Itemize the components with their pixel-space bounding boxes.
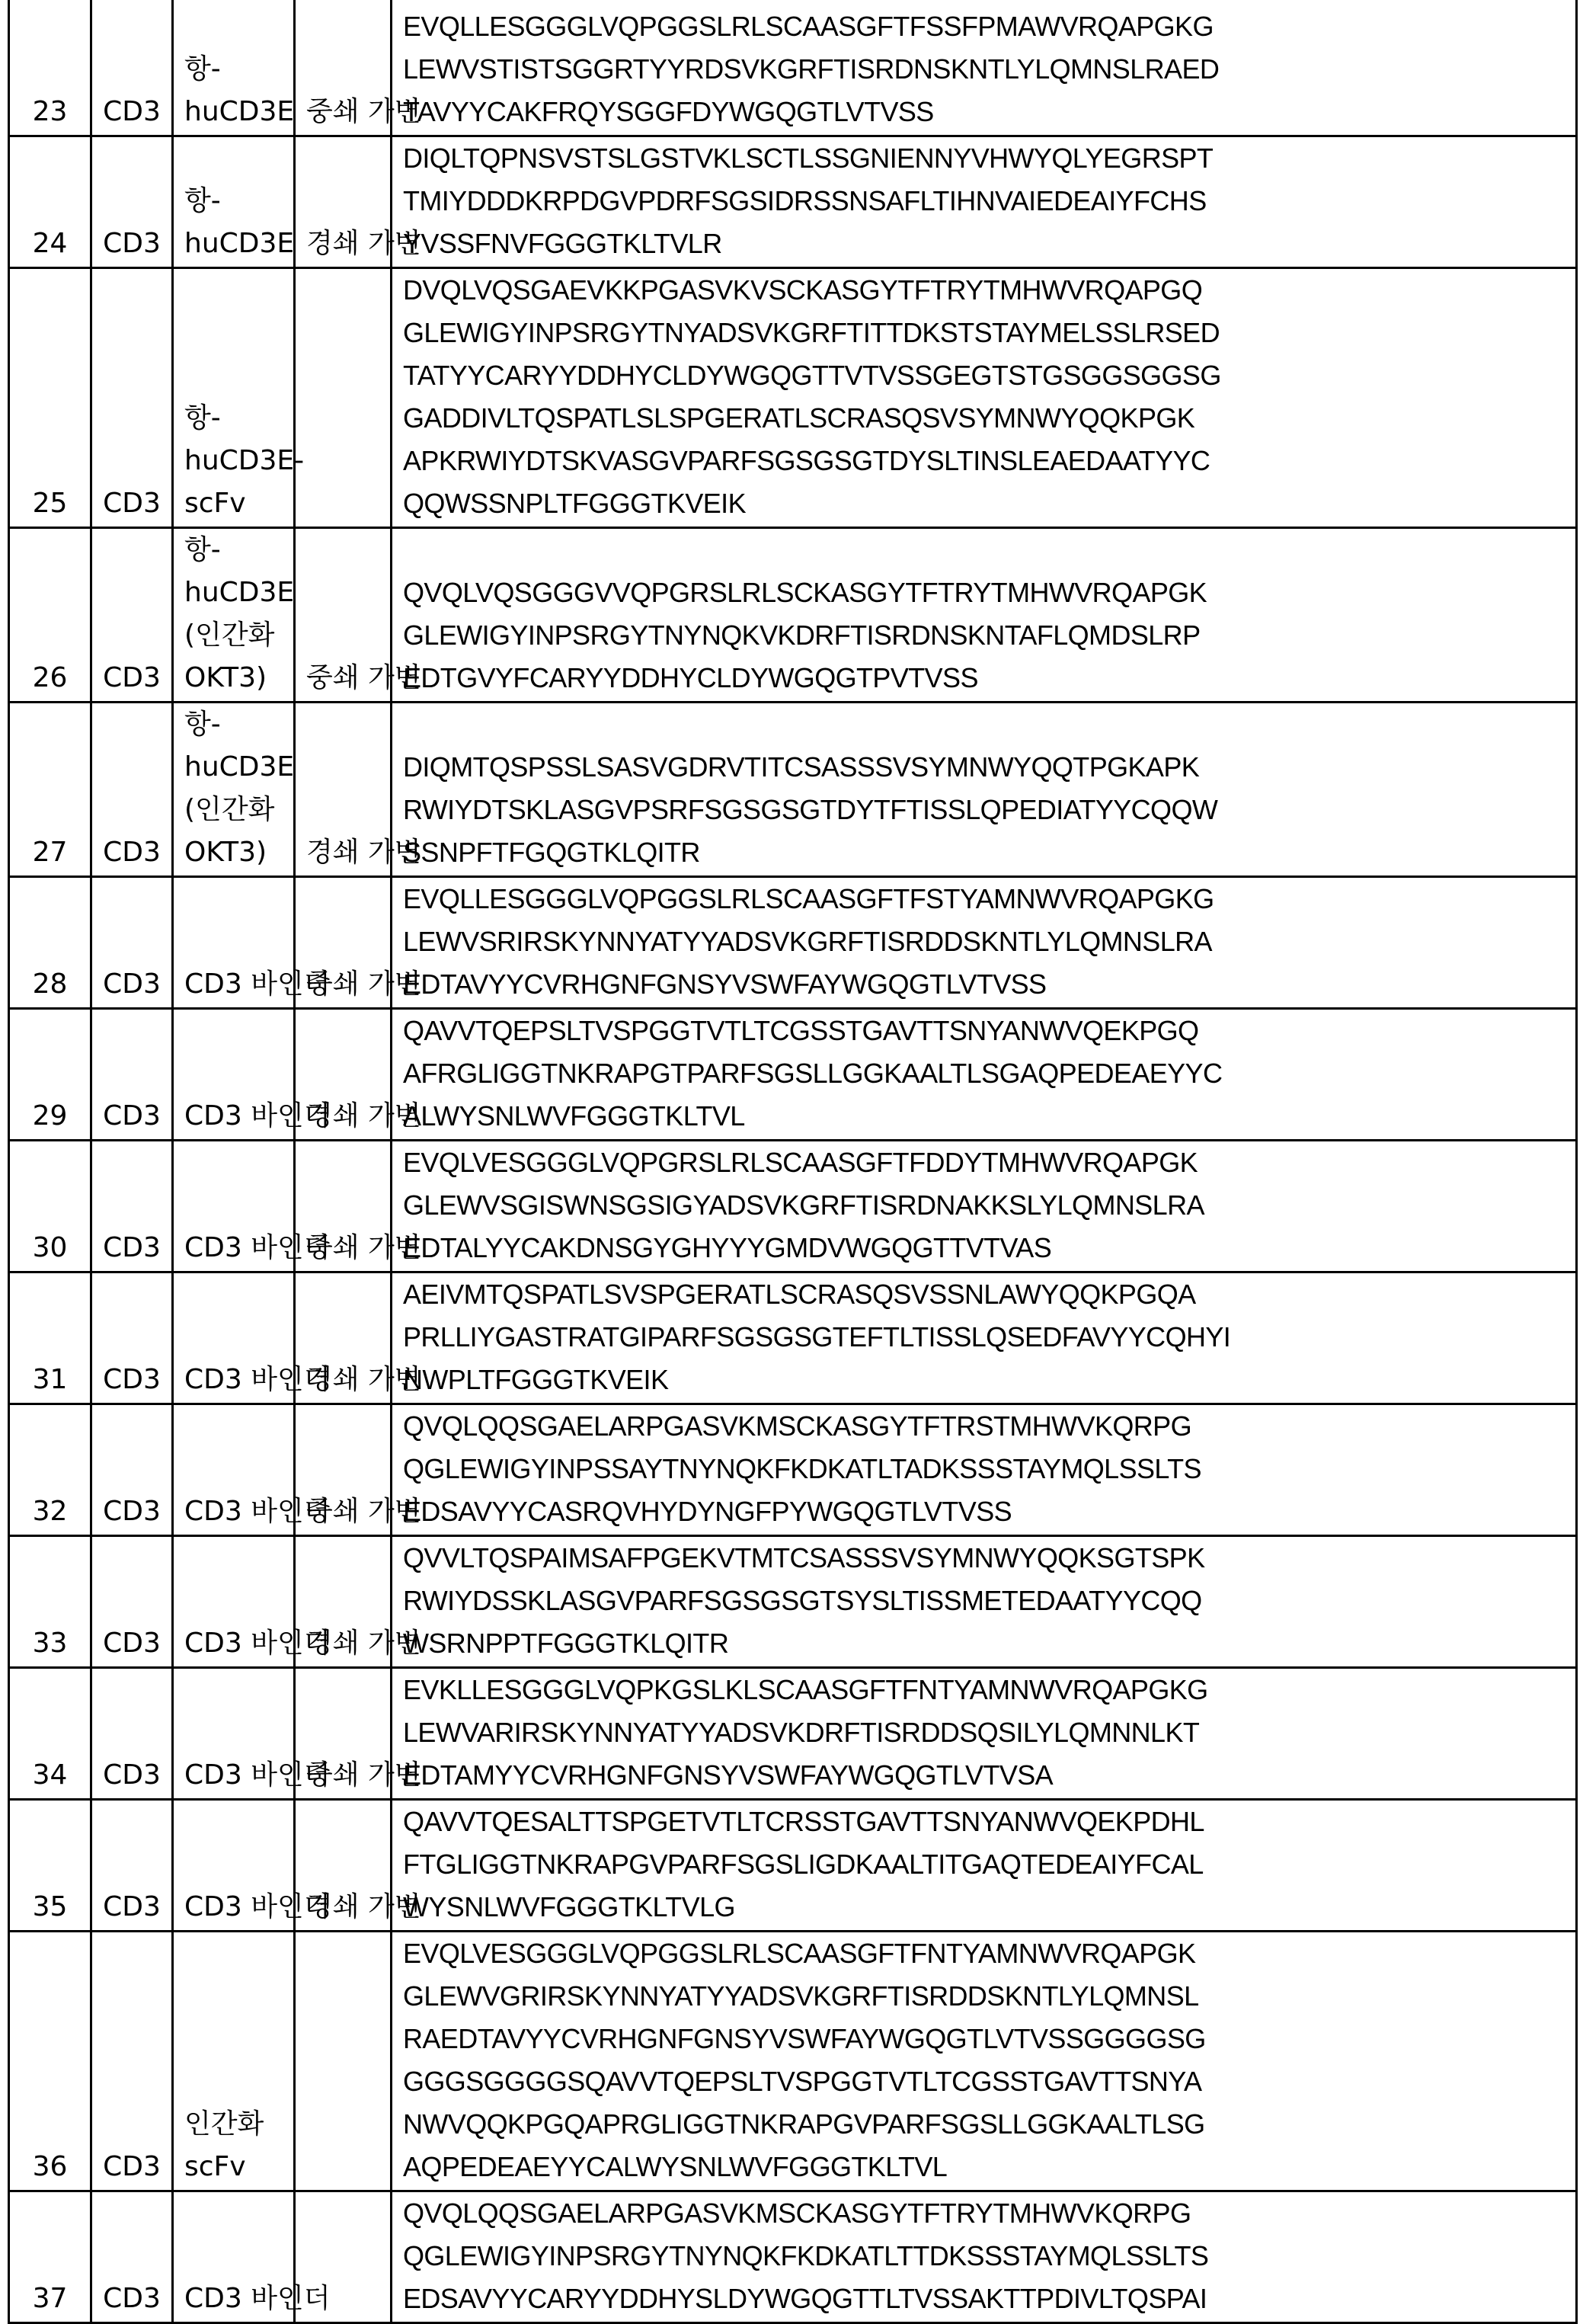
sequence-cell bbox=[392, 1272, 1577, 1404]
sequence-line: LEWVSTISTSGGRTYYRDSVKGRFTISRDNSKNTLYLQMNSLRAED bbox=[403, 53, 1220, 85]
description-cell bbox=[173, 1272, 331, 1404]
sequence-cell bbox=[392, 136, 1577, 267]
sequence-line: AEIVMTQSPATLSVSPGERATLSCRASQSVSSNLAWYQQKPGQA bbox=[403, 1278, 1196, 1310]
chain-type-cell: 중쇄 가변 bbox=[295, 0, 392, 136]
description-cell bbox=[173, 527, 295, 702]
table-row bbox=[9, 1140, 1577, 1272]
sequence-cell bbox=[392, 1404, 1577, 1535]
description-line: 항- bbox=[184, 53, 221, 85]
sequence-line: EDTALYYCAKDNSGYGHYYYGMDVWGQGTTVTVAS bbox=[403, 1231, 1052, 1263]
sequence-line: QAVVTQESALTTSPGETVTLTCRSSTGAVTTSNYANWVQEKPDHL bbox=[403, 1805, 1204, 1837]
chain-type-cell: 경쇄 가변 bbox=[295, 1799, 392, 1931]
sequence-line: QAVVTQEPSLTVSPGGTVTLTCGSSTGAVTTSNYANWVQEKPGQ bbox=[403, 1014, 1199, 1046]
target-cell: CD3 bbox=[91, 1667, 173, 1799]
description-line: CD3 바인더 bbox=[184, 1890, 331, 1922]
description-line: CD3 바인더 bbox=[184, 968, 331, 1000]
sequence-line: AFRGLIGGTNKRAPGTPARFSGSLLGGKAALTLSGAQPEDEAEYYC bbox=[403, 1057, 1223, 1089]
sequence-line: DIQMTQSPSSLSASVGDRVTITCSASSSVSYMNWYQQTPGKAPK bbox=[403, 751, 1200, 783]
description-line: (인간화 bbox=[184, 793, 275, 825]
chain-type-cell: 경쇄 가변 bbox=[295, 702, 392, 876]
target-cell: CD3 bbox=[91, 876, 173, 1008]
sequence-line: FTGLIGGTNKRAPGVPARFSGSLIGDKAALTITGAQTEDEAIYFCAL bbox=[403, 1848, 1204, 1880]
table-row bbox=[9, 702, 1577, 876]
sequence-line: LEWVSRIRSKYNNYATYYADSVKGRFTISRDDSKNTLYLQMNSLRA bbox=[403, 925, 1212, 957]
table-row bbox=[9, 1404, 1577, 1535]
chain-type-cell: 중쇄 가변 bbox=[295, 527, 392, 702]
chain-type-cell: 경쇄 가변 bbox=[295, 1272, 392, 1404]
seq-id-cell: 30 bbox=[9, 1140, 91, 1272]
sequence-cell bbox=[392, 1535, 1577, 1667]
table-row bbox=[9, 1008, 1577, 1140]
seq-id-cell: 26 bbox=[9, 527, 91, 702]
description-cell bbox=[173, 1667, 331, 1799]
sequence-line: TAVYYCAKFRQYSGGFDYWGQGTLVTVSS bbox=[403, 95, 934, 127]
sequence-line: DIQLTQPNSVSTSLGSTVKLSCTLSSGNIENNYVHWYQLYEGRSPT bbox=[403, 142, 1214, 174]
sequence-cell bbox=[392, 0, 1577, 136]
sequence-line: GLEWIGYINPSRGYTNYNQKVKDRFTISRDNSKNTAFLQMDSLRP bbox=[403, 619, 1201, 651]
description-cell bbox=[173, 1008, 331, 1140]
description-cell bbox=[173, 1535, 331, 1667]
seq-id-cell: 25 bbox=[9, 267, 91, 527]
chain-type-cell: 경쇄 가변 bbox=[295, 136, 392, 267]
sequence-line: NWVQQKPGQAPRGLIGGTNKRAPGVPARFSGSLLGGKAALTLSG bbox=[403, 2108, 1205, 2140]
sequence-line: APKRWIYDTSKVASGVPARFSGSGSGTDYSLTINSLEAEDAATYYC bbox=[403, 444, 1210, 476]
table-row bbox=[9, 1931, 1577, 2191]
description-line: 항- bbox=[184, 402, 221, 434]
description-line: huCD3E bbox=[184, 95, 295, 127]
seq-id-cell: 36 bbox=[9, 1931, 91, 2191]
sequence-line: RWIYDTSKLASGVPSRFSGSGSGTDYTFTISSLQPEDIATYYCQQW bbox=[403, 793, 1218, 825]
chain-type-cell: 중쇄 가변 bbox=[295, 1140, 392, 1272]
target-cell: CD3 bbox=[91, 1140, 173, 1272]
sequence-line: QGLEWIGYINPSRGYTNYNQKFKDKATLTTDKSSSTAYMQLSSLTS bbox=[403, 2239, 1209, 2271]
target-cell: CD3 bbox=[91, 1404, 173, 1535]
sequence-line: QVQLQQSGAELARPGASVKMSCKASGYTFTRSTMHWVKQRPG bbox=[403, 1410, 1191, 1442]
sequence-line: EVQLVESGGGLVQPGRSLRLSCAASGFTFDDYTMHWVRQAPGK bbox=[403, 1146, 1198, 1178]
description-line: CD3 바인더 bbox=[184, 1759, 331, 1791]
sequence-cell bbox=[392, 1140, 1577, 1272]
target-cell: CD3 bbox=[91, 1799, 173, 1931]
description-line: scFv bbox=[184, 487, 246, 519]
description-cell bbox=[173, 702, 295, 876]
seq-id-cell: 31 bbox=[9, 1272, 91, 1404]
chain-type-cell: 중쇄 가변 bbox=[295, 1667, 392, 1799]
table-row bbox=[9, 876, 1577, 1008]
description-cell bbox=[173, 1799, 331, 1931]
description-line: CD3 바인더 bbox=[184, 1627, 331, 1659]
sequence-line: QQWSSNPLTFGGGTKVEIK bbox=[403, 487, 746, 519]
sequence-line: GGGSGGGGSQAVVTQEPSLTVSPGGTVTLTCGSSTGAVTTSNYA bbox=[403, 2065, 1202, 2097]
description-cell bbox=[173, 876, 331, 1008]
sequence-cell bbox=[392, 1667, 1577, 1799]
chain-type-cell bbox=[295, 1931, 392, 2191]
sequence-line: YVSSFNVFGGGTKLTVLR bbox=[403, 227, 722, 259]
table-row bbox=[9, 1667, 1577, 1799]
description-line: CD3 바인더 bbox=[184, 1100, 331, 1132]
sequence-line: TMIYDDDKRPDGVPDRFSGSIDRSSNSAFLTIHNVAIEDEAIYFCHS bbox=[403, 184, 1207, 216]
sequence-cell bbox=[392, 527, 1577, 702]
sequence-cell bbox=[392, 1931, 1577, 2191]
description-line: CD3 바인더 bbox=[184, 1495, 331, 1527]
sequence-line: EDTGVYFCARYYDDHYCLDYWGQGTPVTVSS bbox=[403, 661, 978, 693]
sequence-table bbox=[8, 0, 1578, 2324]
description-cell bbox=[173, 1931, 295, 2191]
description-line: 항- bbox=[184, 184, 221, 216]
target-cell: CD3 bbox=[91, 2191, 173, 2322]
sequence-line: AQPEDEAEYYCALWYSNLWVFGGGTKLTVL bbox=[403, 2150, 948, 2182]
description-cell bbox=[173, 267, 305, 527]
description-cell bbox=[173, 136, 295, 267]
target-cell: CD3 bbox=[91, 702, 173, 876]
description-line: 항- bbox=[184, 533, 221, 565]
sequence-line: QVQLVQSGGGVVQPGRSLRLSCKASGYTFTRYTMHWVRQAPGK bbox=[403, 576, 1207, 608]
sequence-line: EVQLVESGGGLVQPGGSLRLSCAASGFTFNTYAMNWVRQAPGK bbox=[403, 1937, 1196, 1969]
sequence-line: WSRNPPTFGGGTKLQITR bbox=[403, 1627, 729, 1659]
description-line: CD3 바인더 bbox=[184, 1363, 331, 1395]
table-row bbox=[9, 1799, 1577, 1931]
description-line: huCD3E bbox=[184, 751, 295, 783]
sequence-line: QVQLQQSGAELARPGASVKMSCKASGYTFTRYTMHWVKQRPG bbox=[403, 2197, 1191, 2229]
target-cell: CD3 bbox=[91, 1535, 173, 1667]
seq-id-cell: 23 bbox=[9, 0, 91, 136]
description-line: OKT3) bbox=[184, 836, 267, 868]
table-row bbox=[9, 136, 1577, 267]
seq-id-cell: 34 bbox=[9, 1667, 91, 1799]
chain-type-cell: 경쇄 가변 bbox=[295, 1008, 392, 1140]
description-line: scFv bbox=[184, 2150, 246, 2182]
chain-type-cell: 경쇄 가변 bbox=[295, 1535, 392, 1667]
seq-id-cell: 27 bbox=[9, 702, 91, 876]
sequence-cell bbox=[392, 1799, 1577, 1931]
sequence-cell bbox=[392, 702, 1577, 876]
sequence-line: EVKLLESGGGLVQPKGSLKLSCAASGFTFNTYAMNWVRQAPGKG bbox=[403, 1673, 1208, 1705]
seq-id-cell: 29 bbox=[9, 1008, 91, 1140]
seq-id-cell: 33 bbox=[9, 1535, 91, 1667]
seq-id-cell: 28 bbox=[9, 876, 91, 1008]
sequence-line: RWIYDSSKLASGVPARFSGSGSGTSYSLTISSMETEDAATYYCQQ bbox=[403, 1584, 1202, 1616]
sequence-line: PRLLIYGASTRATGIPARFSGSGSGTEFTLTISSLQSEDFAVYYCQHYI bbox=[403, 1320, 1231, 1352]
sequence-line: EDTAMYYCVRHGNFGNSYVSWFAYWGQGTLVTVSA bbox=[403, 1759, 1054, 1791]
table-row bbox=[9, 267, 1577, 527]
description-cell bbox=[173, 2191, 331, 2322]
sequence-line: GADDIVLTQSPATLSLSPGERATLSCRASQSVSYMNWYQQKPGK bbox=[403, 402, 1195, 434]
seq-id-cell: 35 bbox=[9, 1799, 91, 1931]
description-line: 인간화 bbox=[184, 2108, 264, 2140]
sequence-line: EDSAVYYCARYYDDHYSLDYWGQGTTLTVSSAKTTPDIVLTQSPAI bbox=[403, 2282, 1207, 2314]
sequence-cell bbox=[392, 2191, 1577, 2322]
table-row bbox=[9, 1535, 1577, 1667]
sequence-line: SSNPFTFGQGTKLQITR bbox=[403, 836, 700, 868]
sequence-line: EVQLLESGGGLVQPGGSLRLSCAASGFTFSTYAMNWVRQAPGKG bbox=[403, 882, 1214, 914]
description-cell bbox=[173, 1404, 331, 1535]
sequence-line: GLEWVSGISWNSGSIGYADSVKGRFTISRDNAKKSLYLQMNSLRA bbox=[403, 1189, 1204, 1221]
description-cell bbox=[173, 1140, 331, 1272]
sequence-line: WYSNLWVFGGGTKLTVLG bbox=[403, 1890, 735, 1922]
description-line: huCD3E- bbox=[184, 444, 305, 476]
description-cell bbox=[173, 0, 295, 136]
seq-id-cell: 24 bbox=[9, 136, 91, 267]
target-cell: CD3 bbox=[91, 136, 173, 267]
chain-type-cell bbox=[295, 267, 392, 527]
table-row bbox=[9, 0, 1577, 136]
description-line: huCD3E bbox=[184, 227, 295, 259]
chain-type-cell: 중쇄 가변 bbox=[295, 876, 392, 1008]
sequence-line: RAEDTAVYYCVRHGNFGNSYVSWFAYWGQGTLVTVSSGGGGSG bbox=[403, 2022, 1206, 2054]
sequence-line: DVQLVQSGAEVKKPGASVKVSCKASGYTFTRYTMHWVRQAPGQ bbox=[403, 274, 1203, 306]
description-line: CD3 바인더 bbox=[184, 2282, 331, 2314]
table-row bbox=[9, 1272, 1577, 1404]
target-cell: CD3 bbox=[91, 0, 173, 136]
sequence-line: QGLEWIGYINPSSAYTNYNQKFKDKATLTADKSSSTAYMQLSSLTS bbox=[403, 1452, 1201, 1484]
sequence-line: ALWYSNLWVFGGGTKLTVL bbox=[403, 1100, 745, 1132]
sequence-line: TATYYCARYYDDHYCLDYWGQGTTVTVSSGEGTSTGSGGSGGSG bbox=[403, 359, 1221, 391]
sequence-line: LEWVARIRSKYNNYATYYADSVKDRFTISRDDSQSILYLQMNNLKT bbox=[403, 1716, 1200, 1748]
description-line: (인간화 bbox=[184, 619, 275, 651]
sequence-line: NWPLTFGGGTKVEIK bbox=[403, 1363, 669, 1395]
sequence-cell bbox=[392, 876, 1577, 1008]
target-cell: CD3 bbox=[91, 267, 173, 527]
description-line: CD3 바인더 bbox=[184, 1231, 331, 1263]
description-line: 항- bbox=[184, 708, 221, 740]
description-line: OKT3) bbox=[184, 661, 267, 693]
sequence-line: EDTAVYYCVRHGNFGNSYVSWFAYWGQGTLVTVSS bbox=[403, 968, 1047, 1000]
target-cell: CD3 bbox=[91, 1272, 173, 1404]
target-cell: CD3 bbox=[91, 1008, 173, 1140]
sequence-line: GLEWIGYINPSRGYTNYADSVKGRFTITTDKSTSTAYMELSSLRSED bbox=[403, 316, 1220, 348]
seq-id-cell: 32 bbox=[9, 1404, 91, 1535]
sequence-line: QVVLTQSPAIMSAFPGEKVTMTCSASSSVSYMNWYQQKSGTSPK bbox=[403, 1541, 1205, 1573]
sequence-line: GLEWVGRIRSKYNNYATYYADSVKGRFTISRDDSKNTLYLQMNSL bbox=[403, 1980, 1199, 2012]
sequence-line: EDSAVYYCASRQVHYDYNGFPYWGQGTLVTVSS bbox=[403, 1495, 1012, 1527]
description-line: huCD3E bbox=[184, 576, 295, 608]
chain-type-cell: 중쇄 가변 bbox=[295, 1404, 392, 1535]
sequence-cell bbox=[392, 267, 1577, 527]
sequence-line: EVQLLESGGGLVQPGGSLRLSCAASGFTFSSFPMAWVRQAPGKG bbox=[403, 10, 1214, 42]
table-row bbox=[9, 527, 1577, 702]
target-cell: CD3 bbox=[91, 527, 173, 702]
seq-id-cell: 37 bbox=[9, 2191, 91, 2322]
table-row bbox=[9, 2191, 1577, 2322]
sequence-table-body bbox=[9, 0, 1577, 2322]
target-cell: CD3 bbox=[91, 1931, 173, 2191]
sequence-cell bbox=[392, 1008, 1577, 1140]
